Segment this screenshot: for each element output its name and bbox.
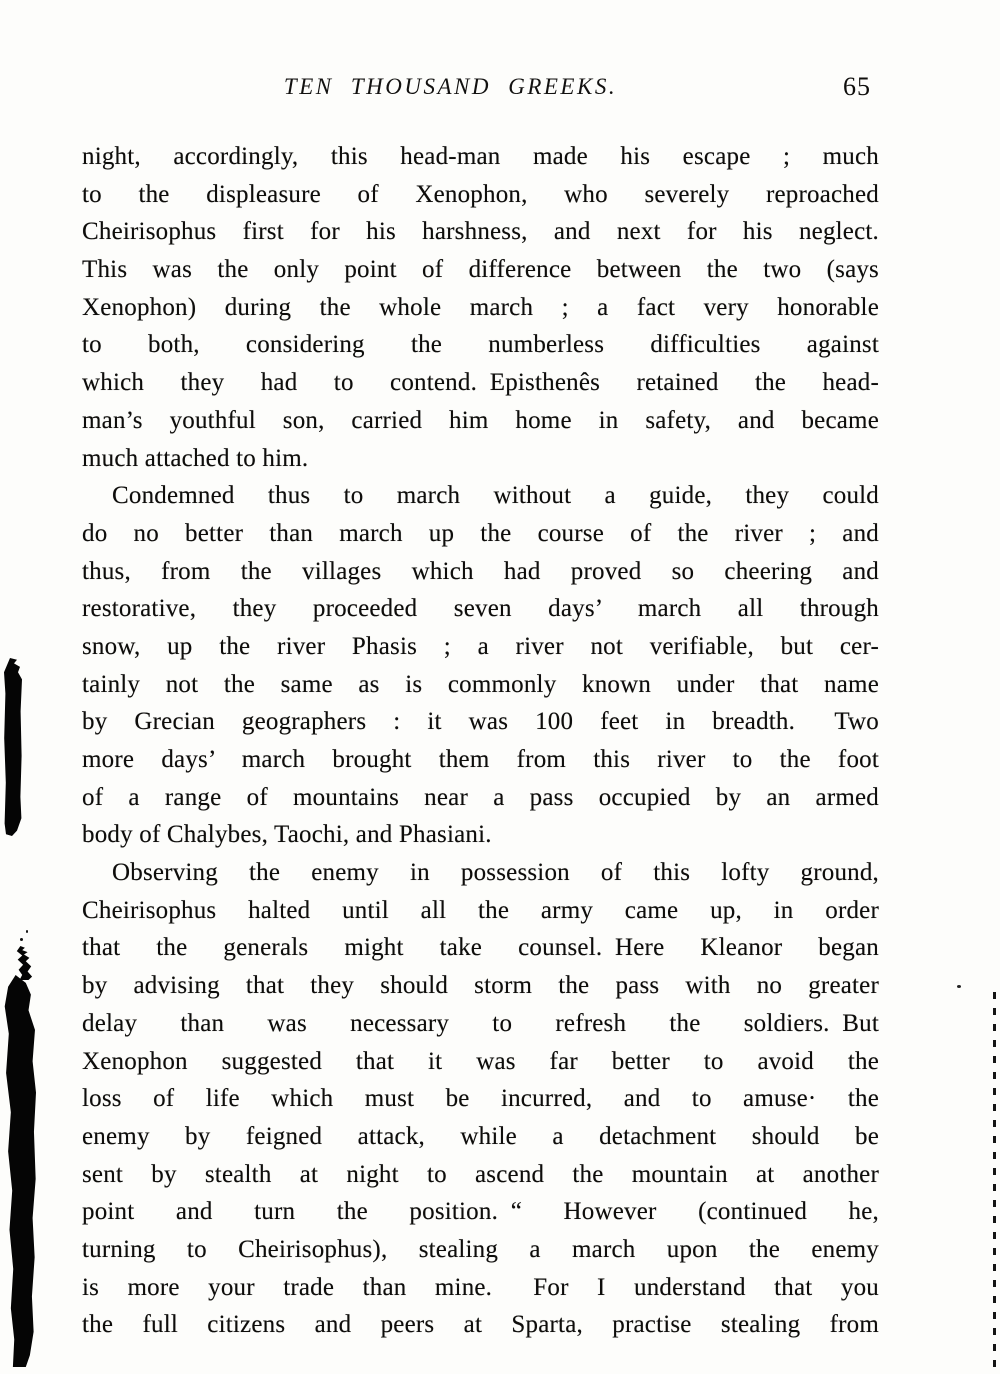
text-line: the full citizens and peers at Sparta, practise stealing from (82, 1311, 879, 1339)
ink-speck (20, 938, 23, 941)
text-line: enemy by feigned attack, while a detachment should be (82, 1122, 879, 1150)
text-line: much attached to him. (82, 444, 309, 472)
text-line: restorative, they proceeded seven days’ march all through (82, 595, 879, 623)
text-line: to both, considering the numberless difficulties against (82, 331, 879, 359)
paragraph (82, 477, 879, 854)
text-line: snow, up the river Phasis ; a river not verifiable, but cer- (82, 632, 879, 660)
ink-smudge-top (3, 658, 23, 836)
running-title: TEN THOUSAND GREEKS. (283, 74, 618, 99)
text-line: delay than was necessary to refresh the soldiers. But (82, 1009, 879, 1037)
text-line: which they had to contend. Episthenês retained the head- (82, 369, 879, 397)
text-line: by advising that they should storm the pass with no greater (82, 972, 879, 1000)
ink-speck (26, 930, 28, 933)
text-line: more days’ march brought them from this river to the foot (82, 746, 879, 773)
text-line: Cheirisophus first for his harshness, and next for his neglect. (82, 218, 879, 246)
paragraph (82, 138, 879, 477)
text-line: Observing the enemy in possession of this lofty ground, (112, 859, 879, 887)
text-line: Xenophon) during the whole march ; a fact very honorable (82, 293, 879, 321)
text-line: by Grecian geographers : it was 100 feet in breadth. Two (82, 708, 879, 736)
text-line: of a range of mountains near a pass occupied by an armed (82, 783, 879, 811)
text-line: Cheirisophus halted until all the army came up, in order (82, 896, 879, 924)
page-header (82, 72, 879, 108)
text-line: that the generals might take counsel. Here Kleanor began (82, 934, 879, 962)
text-line: do no better than march up the course of the river ; and (82, 519, 879, 547)
text-line: night, accordingly, this head-man made his escape ; much (82, 143, 879, 170)
text-line: tainly not the same as is commonly known under that name (82, 670, 879, 698)
text-line: is more your trade than mine. For I understand that you (82, 1273, 879, 1301)
text-line: Xenophon suggested that it was far better to avoid the (82, 1047, 879, 1075)
text-line: loss of life which must be incurred, and to amuse· the (82, 1085, 879, 1113)
text-line: turning to Cheirisophus), stealing a march upon the enemy (82, 1235, 879, 1263)
scan-edge-line (993, 992, 996, 1374)
text-line: man’s youthful son, carried him home in safety, and became (82, 406, 879, 434)
text-line: This was the only point of difference between the two (says (82, 256, 879, 284)
ink-smudge-bottom-head (15, 946, 33, 980)
text-line: sent by stealth at night to ascend the mountain at another (82, 1160, 879, 1188)
ink-smudge-bottom (2, 975, 36, 1367)
text-line: to the displeasure of Xenophon, who severely reproached (82, 180, 879, 208)
text-line: body of Chalybes, Taochi, and Phasiani. (82, 821, 492, 849)
text-line: point and turn the position. “ However (continued he, (82, 1198, 879, 1226)
page-number: 65 (843, 72, 871, 101)
body-text (82, 138, 879, 1344)
text-line: thus, from the villages which had proved so cheering and (82, 557, 879, 585)
paragraph (82, 854, 879, 1344)
ink-speck (957, 985, 961, 988)
text-line: Condemned thus to march without a guide, they could (112, 482, 879, 510)
